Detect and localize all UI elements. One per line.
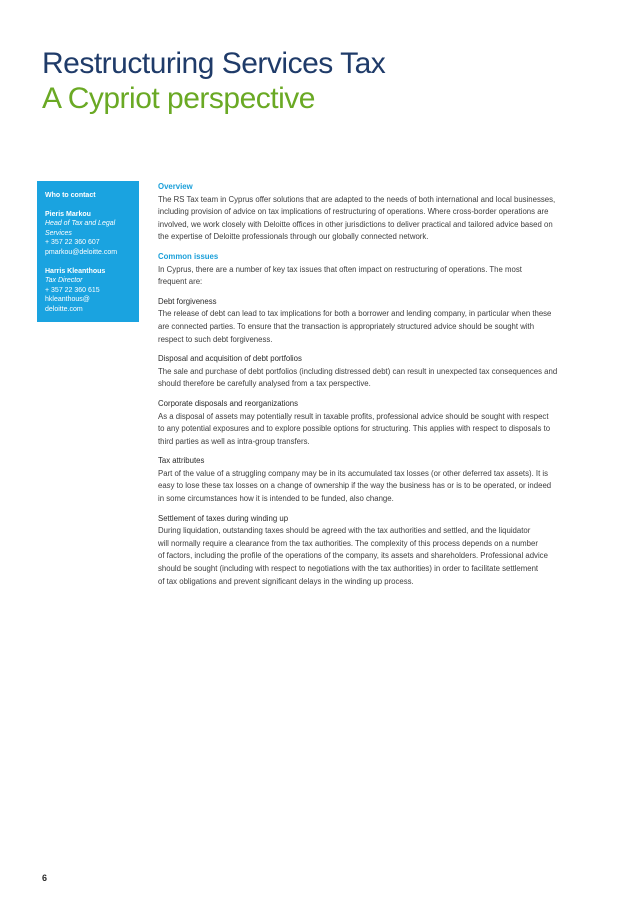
text-line: The release of debt can lead to tax implications for both a borrower and lending company, in particular when these bbox=[158, 309, 552, 319]
section-paragraph bbox=[158, 264, 594, 289]
content-section bbox=[158, 353, 594, 391]
section-heading: Tax attributes bbox=[158, 456, 205, 466]
content-section bbox=[158, 398, 594, 448]
content-section bbox=[158, 455, 594, 505]
contact-name: Harris Kleanthous bbox=[45, 267, 106, 275]
section-heading: Corporate disposals and reorganizations bbox=[158, 398, 298, 408]
content-section bbox=[158, 296, 594, 346]
text-line: During liquidation, outstanding taxes should be agreed with the tax authorities and settled, and the liquidator bbox=[158, 526, 531, 536]
text-line: third parties as well as intra-group transfers. bbox=[158, 436, 310, 446]
title-main: Restructuring Services Tax bbox=[42, 47, 386, 80]
title-subtitle: A Cypriot perspective bbox=[42, 82, 315, 115]
section-heading: Common issues bbox=[158, 251, 219, 261]
section-paragraph bbox=[158, 366, 594, 391]
text-line: easy to lose these tax losses on a change of ownership if the way the business has or is to be operated, or indeed bbox=[158, 481, 552, 491]
contact-email: hkleanthous@ bbox=[45, 296, 90, 304]
text-line: are connected parties. To ensure that the transaction is appropriately structured advice should be sought with bbox=[158, 321, 535, 331]
section-paragraph bbox=[158, 308, 594, 346]
text-line: of tax obligations and prevent significant delays in the winding up process. bbox=[158, 576, 414, 586]
section-heading: Disposal and acquisition of debt portfolios bbox=[158, 354, 302, 364]
content-section bbox=[158, 513, 594, 589]
text-line: of factors, including the profile of the operations of the company, its assets and shareholders. Professional advice bbox=[158, 551, 548, 561]
text-line: frequent are: bbox=[158, 277, 203, 287]
content-section bbox=[158, 251, 594, 289]
section-paragraph bbox=[158, 468, 594, 506]
text-line: the expertise of Deloitte professionals through our globally connected network. bbox=[158, 232, 429, 242]
main-content bbox=[158, 181, 594, 595]
contact-phone: + 357 22 360 607 bbox=[45, 239, 100, 247]
section-paragraph bbox=[158, 194, 594, 244]
section-paragraph bbox=[158, 525, 594, 588]
contact-role: Services bbox=[45, 229, 72, 237]
text-line: including provision of advice on tax implications of restructuring of operations. Where cross-border operations are bbox=[158, 207, 549, 217]
contact-heading: Who to contact bbox=[45, 192, 96, 199]
section-heading: Overview bbox=[158, 182, 193, 191]
contact-person bbox=[45, 267, 135, 315]
text-line: to any potential exposures and to explore possible options for structuring. This applies with respect to disposals to bbox=[158, 424, 551, 434]
section-heading: Debt forgiveness bbox=[158, 296, 217, 306]
section-paragraph bbox=[158, 411, 594, 449]
contact-email: pmarkou@deloitte.com bbox=[45, 248, 118, 256]
text-line: will normally require a clearance from the tax authorities. The complexity of this process depends on a number bbox=[158, 538, 538, 548]
text-line: The sale and purchase of debt portfolios (including distressed debt) can result in unexpected tax consequences and bbox=[158, 366, 558, 376]
contact-phone: + 357 22 360 615 bbox=[45, 286, 100, 294]
text-line: In Cyprus, there are a number of key tax issues that often impact on restructuring of operations. The most bbox=[158, 264, 522, 274]
section-heading: Settlement of taxes during winding up bbox=[158, 513, 289, 523]
page-number: 6 bbox=[42, 873, 48, 883]
text-line: Part of the value of a struggling company may be in its accumulated tax losses (or other deferred tax assets). It is bbox=[158, 468, 549, 478]
contact-role: Head of Tax and Legal bbox=[45, 220, 116, 228]
text-line: respect to such debt forgiveness. bbox=[158, 334, 273, 344]
contact-name: Pieris Markou bbox=[45, 210, 91, 218]
contact-list bbox=[45, 210, 135, 315]
text-line: As a disposal of assets may potentially result in taxable profits, professional advice should be sought with respect bbox=[158, 411, 549, 421]
text-line: should be sought (including with respect to negotiations with the tax authorities) in order to facilitate settlement bbox=[158, 564, 539, 574]
text-line: The RS Tax team in Cyprus offer solutions that are adapted to the needs of both international and local businesses, bbox=[158, 194, 556, 204]
contact-sidebar bbox=[37, 181, 139, 322]
contact-person bbox=[45, 210, 135, 258]
text-line: should therefore be carefully analysed from a tax perspective. bbox=[158, 379, 371, 389]
content-section bbox=[158, 181, 594, 244]
text-line: involved, we work closely with Deloitte offices in other jurisdictions to deliver practical and tailored advice based on bbox=[158, 219, 553, 229]
text-line: in some circumstances how it is intended to be funded, also change. bbox=[158, 494, 394, 504]
contact-email: deloitte.com bbox=[45, 305, 83, 313]
document-title bbox=[42, 46, 602, 116]
contact-role: Tax Director bbox=[45, 277, 83, 285]
